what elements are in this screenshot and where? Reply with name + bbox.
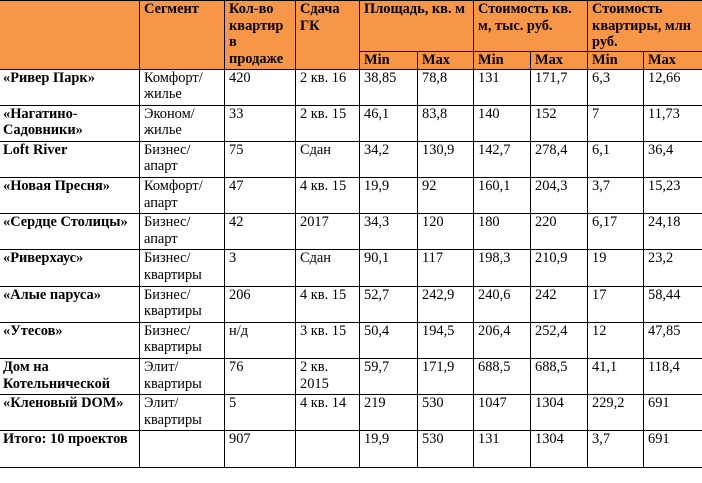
area-min-cell: 50,4 — [360, 322, 418, 358]
header-area: Площадь, кв. м — [360, 1, 474, 52]
total-row — [0, 431, 702, 467]
table-row — [0, 286, 702, 322]
sqm-max-cell: 152 — [531, 105, 588, 141]
count-cell: 420 — [225, 69, 296, 105]
sqm-max-cell: 278,4 — [531, 141, 588, 177]
area-max-cell: 117 — [418, 250, 474, 286]
project-name: «Ривер Парк» — [0, 69, 140, 105]
project-name: Loft River — [0, 141, 140, 177]
apt-min-cell: 19 — [588, 250, 644, 286]
delivery-cell: 4 кв. 14 — [296, 395, 360, 431]
area-max-cell: 83,8 — [418, 105, 474, 141]
sqm-min-cell: 688,5 — [474, 359, 531, 395]
area-min-cell: 19,9 — [360, 431, 418, 467]
apt-min-cell: 3,7 — [588, 178, 644, 214]
apt-min-cell: 6,17 — [588, 214, 644, 250]
apt-min-cell: 41,1 — [588, 359, 644, 395]
apt-max-cell: 58,44 — [644, 286, 702, 322]
sqm-min-cell: 206,4 — [474, 322, 531, 358]
area-min-cell: 52,7 — [360, 286, 418, 322]
apt-max-cell: 47,85 — [644, 322, 702, 358]
apt-max-cell: 23,2 — [644, 250, 702, 286]
sqm-max-cell: 1304 — [531, 395, 588, 431]
area-min-cell: 19,9 — [360, 178, 418, 214]
sqm-max-cell: 242 — [531, 286, 588, 322]
count-cell: 5 — [225, 395, 296, 431]
apt-max-cell: 118,4 — [644, 359, 702, 395]
project-name: «Алые паруса» — [0, 286, 140, 322]
segment-cell: Эконом/ жилье — [140, 105, 225, 141]
header-count: Кол-во квартир в продаже — [225, 1, 296, 70]
segment-cell: Элит/ квартиры — [140, 359, 225, 395]
table-row — [0, 359, 702, 395]
segment-cell: Бизнес/ квартиры — [140, 250, 225, 286]
table-row — [0, 214, 702, 250]
sqm-max-cell: 210,9 — [531, 250, 588, 286]
count-cell: 42 — [225, 214, 296, 250]
area-max-cell: 120 — [418, 214, 474, 250]
sqm-min-cell: 160,1 — [474, 178, 531, 214]
area-min-cell: 219 — [360, 395, 418, 431]
area-max-cell: 78,8 — [418, 69, 474, 105]
header-apt-min: Min — [588, 52, 644, 70]
apt-max-cell: 12,66 — [644, 69, 702, 105]
segment-cell: Бизнес/ апарт — [140, 141, 225, 177]
project-name: «Кленовый DOM» — [0, 395, 140, 431]
area-min-cell: 90,1 — [360, 250, 418, 286]
apt-min-cell: 6,3 — [588, 69, 644, 105]
segment-cell: Комфорт/ жилье — [140, 69, 225, 105]
sqm-min-cell: 1047 — [474, 395, 531, 431]
area-max-cell: 171,9 — [418, 359, 474, 395]
sqm-max-cell: 252,4 — [531, 322, 588, 358]
project-name: «Риверхаус» — [0, 250, 140, 286]
area-min-cell: 46,1 — [360, 105, 418, 141]
segment-cell: Элит/ квартиры — [140, 395, 225, 431]
table-row — [0, 141, 702, 177]
project-name: «Утесов» — [0, 322, 140, 358]
area-max-cell: 194,5 — [418, 322, 474, 358]
area-max-cell: 130,9 — [418, 141, 474, 177]
count-cell: 76 — [225, 359, 296, 395]
table-row — [0, 322, 702, 358]
apt-min-cell: 229,2 — [588, 395, 644, 431]
header-project — [0, 1, 140, 70]
header-sqm-min: Min — [474, 52, 531, 70]
table-row — [0, 69, 702, 105]
sqm-max-cell: 688,5 — [531, 359, 588, 395]
segment-cell: Бизнес/ квартиры — [140, 322, 225, 358]
apt-min-cell: 3,7 — [588, 431, 644, 467]
header-area-min: Min — [360, 52, 418, 70]
header-apt-max: Max — [644, 52, 702, 70]
count-cell: 3 — [225, 250, 296, 286]
area-max-cell: 530 — [418, 395, 474, 431]
apt-min-cell: 6,1 — [588, 141, 644, 177]
count-cell: н/д — [225, 322, 296, 358]
sqm-min-cell: 142,7 — [474, 141, 531, 177]
area-min-cell: 34,3 — [360, 214, 418, 250]
header-price-sqm: Стоимость кв. м, тыс. руб. — [474, 1, 588, 52]
sqm-min-cell: 180 — [474, 214, 531, 250]
project-name: «Сердце Столицы» — [0, 214, 140, 250]
delivery-cell: 2017 — [296, 214, 360, 250]
apt-max-cell: 11,73 — [644, 105, 702, 141]
sqm-max-cell: 171,7 — [531, 69, 588, 105]
sqm-max-cell: 1304 — [531, 431, 588, 467]
segment-cell — [140, 431, 225, 467]
apt-min-cell: 12 — [588, 322, 644, 358]
header-price-apt: Стоимость квартиры, млн руб. — [588, 1, 702, 52]
segment-cell: Бизнес/ апарт — [140, 214, 225, 250]
apt-max-cell: 15,23 — [644, 178, 702, 214]
segment-cell: Комфорт/ апарт — [140, 178, 225, 214]
table-row — [0, 250, 702, 286]
apt-max-cell: 691 — [644, 395, 702, 431]
sqm-min-cell: 131 — [474, 69, 531, 105]
area-max-cell: 92 — [418, 178, 474, 214]
area-max-cell: 530 — [418, 431, 474, 467]
delivery-cell: 4 кв. 15 — [296, 178, 360, 214]
header-delivery: Сдача ГК — [296, 1, 360, 70]
apt-min-cell: 17 — [588, 286, 644, 322]
header-area-max: Max — [418, 52, 474, 70]
header-segment: Сегмент — [140, 1, 225, 70]
delivery-cell: Сдан — [296, 250, 360, 286]
apt-min-cell: 7 — [588, 105, 644, 141]
delivery-cell: 2 кв. 2015 — [296, 359, 360, 395]
table-row — [0, 105, 702, 141]
area-min-cell: 34,2 — [360, 141, 418, 177]
delivery-cell: 3 кв. 15 — [296, 322, 360, 358]
delivery-cell: 4 кв. 15 — [296, 286, 360, 322]
count-cell: 75 — [225, 141, 296, 177]
table-row — [0, 395, 702, 431]
delivery-cell: 2 кв. 16 — [296, 69, 360, 105]
apt-max-cell: 36,4 — [644, 141, 702, 177]
area-max-cell: 242,9 — [418, 286, 474, 322]
header-row — [0, 1, 702, 52]
project-name: «Нагатино-Садовники» — [0, 105, 140, 141]
delivery-cell: Сдан — [296, 141, 360, 177]
sqm-min-cell: 198,3 — [474, 250, 531, 286]
segment-cell: Бизнес/ квартиры — [140, 286, 225, 322]
total-label: Итого: 10 проектов — [0, 431, 140, 467]
count-cell: 206 — [225, 286, 296, 322]
sqm-min-cell: 140 — [474, 105, 531, 141]
sqm-max-cell: 204,3 — [531, 178, 588, 214]
delivery-cell — [296, 431, 360, 467]
delivery-cell: 2 кв. 15 — [296, 105, 360, 141]
apt-max-cell: 24,18 — [644, 214, 702, 250]
area-min-cell: 59,7 — [360, 359, 418, 395]
project-name: «Новая Пресня» — [0, 178, 140, 214]
count-cell: 907 — [225, 431, 296, 467]
table-row — [0, 178, 702, 214]
count-cell: 33 — [225, 105, 296, 141]
count-cell: 47 — [225, 178, 296, 214]
area-min-cell: 38,85 — [360, 69, 418, 105]
sqm-min-cell: 240,6 — [474, 286, 531, 322]
sqm-max-cell: 220 — [531, 214, 588, 250]
sqm-min-cell: 131 — [474, 431, 531, 467]
project-name: Дом на Котельнической — [0, 359, 140, 395]
apt-max-cell: 691 — [644, 431, 702, 467]
header-sqm-max: Max — [531, 52, 588, 70]
